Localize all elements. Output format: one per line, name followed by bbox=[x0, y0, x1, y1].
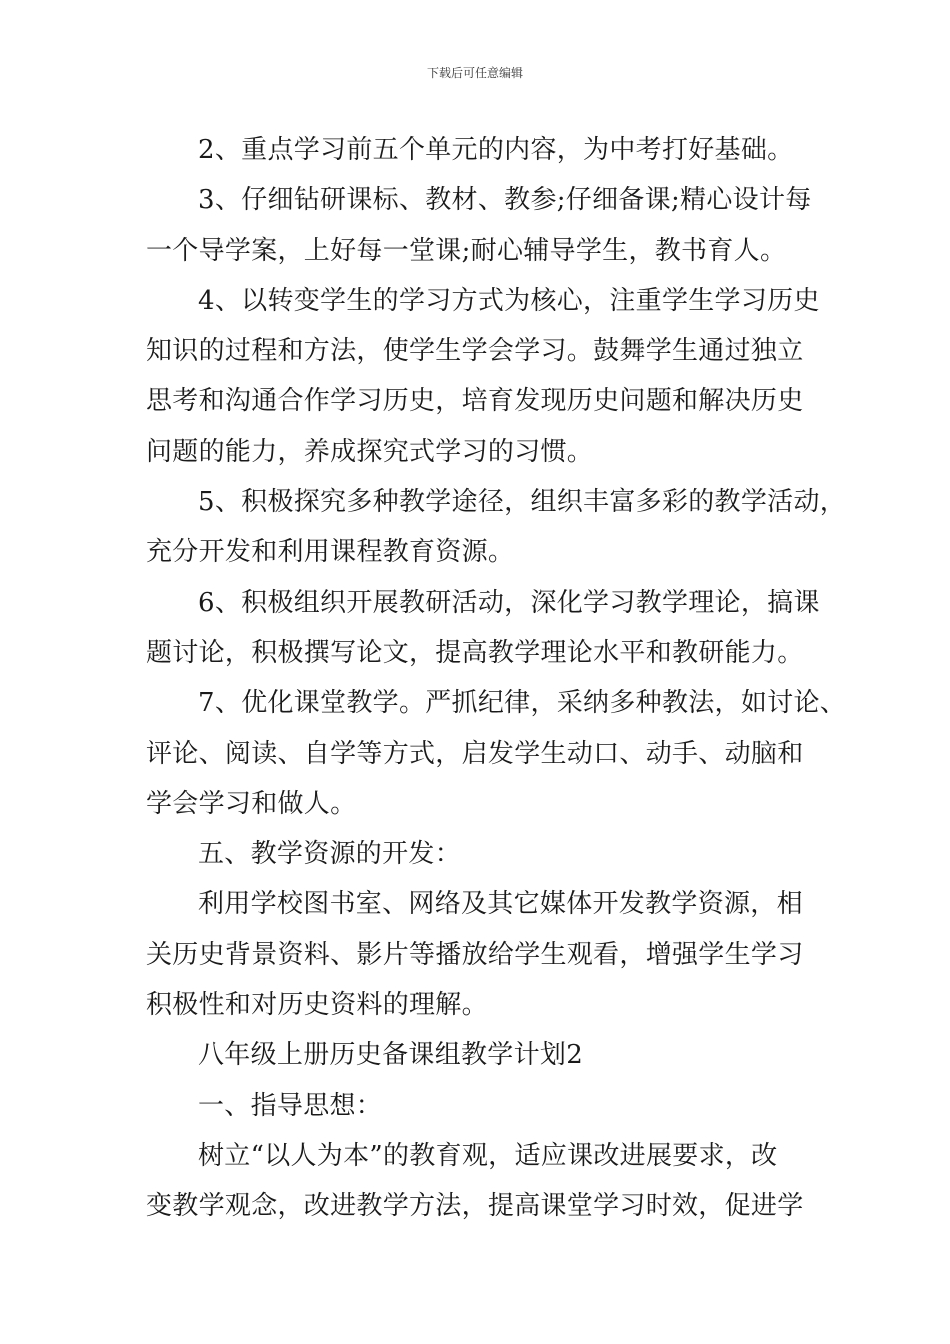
section-heading-guiding-thought bbox=[146, 1081, 826, 1131]
text-line: 关历史背景资料、影片等播放给学生观看，增强学生学习 bbox=[146, 939, 804, 970]
text-line: 知识的过程和方法，使学生学会学习。鼓舞学生通过独立 bbox=[146, 336, 804, 367]
text-line: 一个导学案，上好每一堂课;耐心辅导学生，教书育人。 bbox=[146, 235, 787, 266]
text-line: 学会学习和做人。 bbox=[146, 788, 357, 819]
paragraph-item-7 bbox=[146, 678, 847, 829]
text-line: 3、仔细钻研课标、教材、教参;仔细备课;精心设计每 bbox=[198, 185, 812, 216]
text-line: 6、积极组织开展教研活动，深化学习教学理论，搞课 bbox=[198, 587, 820, 618]
text-line: 4、以转变学生的学习方式为核心，注重学生学习历史 bbox=[198, 285, 820, 316]
text-line: 变教学观念，改进教学方法，提高课堂学习时效，促进学 bbox=[146, 1191, 804, 1222]
text-line: 2、重点学习前五个单元的内容，为中考打好基础。 bbox=[198, 135, 794, 165]
text-line: 一、指导思想： bbox=[198, 1090, 383, 1121]
text-line: 题讨论，积极撰写论文，提高教学理论水平和教研能力。 bbox=[146, 637, 804, 668]
text-line: 利用学校图书室、网络及其它媒体开发教学资源，相 bbox=[198, 889, 803, 920]
text-line: 思考和沟通合作学习历史，培育发现历史问题和解决历史 bbox=[146, 386, 804, 417]
paragraph-item-2 bbox=[146, 125, 826, 175]
text-line: 问题的能力，养成探究式学习的习惯。 bbox=[146, 436, 594, 467]
document-body bbox=[146, 125, 847, 1232]
text-line: 八年级上册历史备课组教学计划2 bbox=[198, 1040, 584, 1071]
text-line: 7、优化课堂教学。严抓纪律，采纳多种教法，如讨论、 bbox=[198, 688, 847, 719]
paragraph-item-6 bbox=[146, 578, 826, 679]
text-line: 评论、阅读、自学等方式，启发学生动口、动手、动脑和 bbox=[146, 738, 804, 769]
paragraph-item-3 bbox=[146, 175, 826, 276]
paragraph-guiding-thought bbox=[146, 1131, 826, 1232]
document-subtitle bbox=[146, 1030, 826, 1080]
page-header: 下载后可任意编辑 bbox=[426, 66, 523, 80]
text-line: 5、积极探究多种教学途径，组织丰富多彩的教学活动， bbox=[198, 487, 847, 518]
section-heading-resources bbox=[146, 829, 826, 879]
paragraph-item-5 bbox=[146, 477, 847, 578]
paragraph-item-4 bbox=[146, 276, 826, 477]
text-line: 积极性和对历史资料的理解。 bbox=[146, 990, 488, 1021]
text-line: 树立“以人为本”的教育观，适应课改进展要求，改 bbox=[198, 1140, 778, 1171]
text-line: 充分开发和利用课程教育资源。 bbox=[146, 537, 515, 568]
text-line: 五、教学资源的开发： bbox=[198, 839, 462, 870]
paragraph-resources bbox=[146, 879, 826, 1030]
